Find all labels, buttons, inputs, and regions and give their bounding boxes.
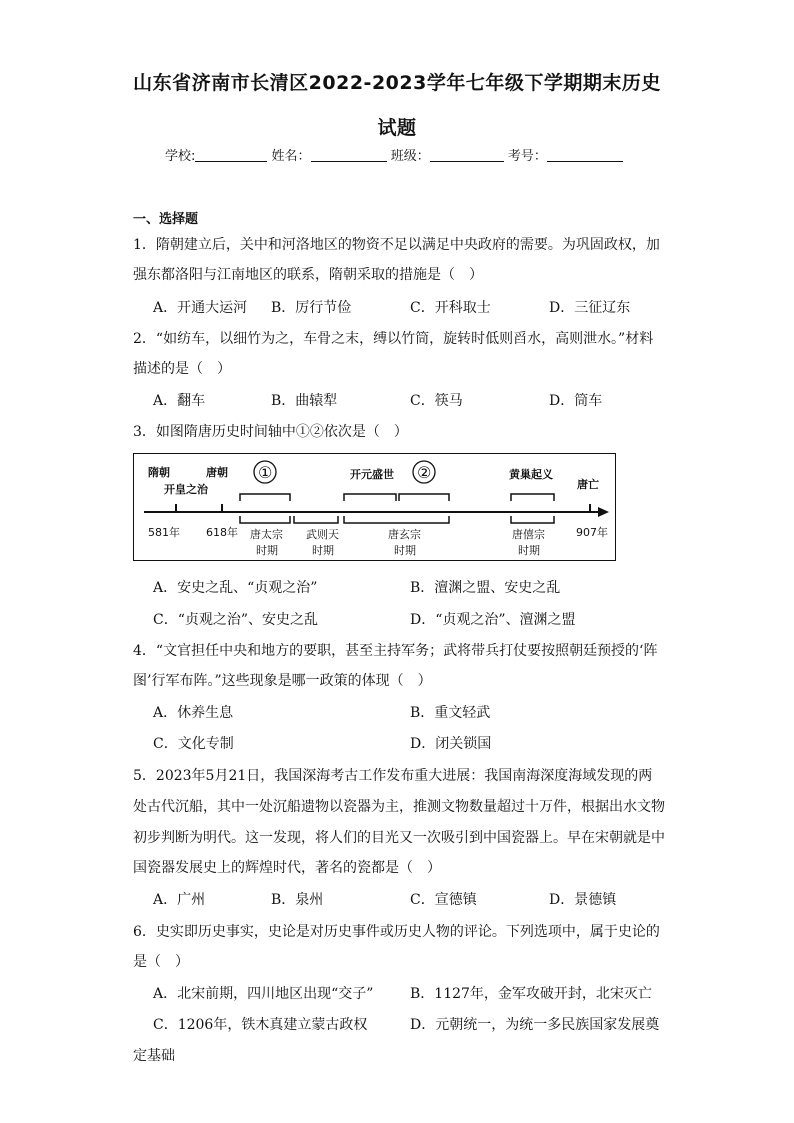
timeline-arrow-icon [598, 507, 609, 517]
bracket-huangchao-top [511, 494, 554, 501]
bracket-xizong-bottom [511, 516, 554, 523]
class-label: 班级： [390, 149, 430, 164]
name-field[interactable] [311, 147, 387, 162]
q5-option-d[interactable]: D．景德镇 [549, 892, 617, 908]
label-xuanzong: 唐玄宗 [388, 528, 421, 541]
q5-option-a[interactable]: A．广州 [153, 892, 206, 908]
question-3-line-1: 3．如图隋唐历史时间轴中①②依次是（ ） [133, 424, 408, 440]
q6-option-d-continued: 定基础 [133, 1048, 175, 1064]
q1-option-c[interactable]: C．开科取士 [410, 300, 491, 316]
label-kaihuang: 开皇之治 [164, 483, 208, 496]
label-huangchao: 黄巢起义 [509, 468, 553, 481]
label-tang: 唐朝 [206, 466, 228, 479]
exam-number-label: 考号： [507, 149, 547, 164]
exam-title-line2: 试题 [377, 117, 417, 139]
question-2-line-1: 2．“如纺车，以细竹为之，车骨之末，缚以竹筒，旋转时低则舀水，高则泄水。”材料 [133, 331, 654, 347]
label-xizong: 唐僖宗 [512, 528, 545, 541]
section-title: 一、选择题 [133, 212, 199, 227]
question-6-line-2: 是（ ） [133, 954, 189, 970]
bracket-2-top [399, 494, 449, 501]
q3-option-a[interactable]: A．安史之乱、“贞观之治” [153, 580, 318, 596]
question-1-line-1: 1．隋朝建立后，关中和河洛地区的物资不足以满足中央政府的需要。为巩固政权，加 [133, 237, 660, 253]
label-xizong-period: 时期 [518, 544, 540, 557]
student-info [165, 145, 623, 164]
question-5-line-3: 初步判断为明代。这一发现，将人们的目光又一次吸引到中国瓷器上。早在宋朝就是中 [133, 830, 665, 846]
label-tang-end: 唐亡 [577, 478, 599, 491]
q6-option-b[interactable]: B．1127年，金军攻破开封，北宋灭亡 [410, 986, 652, 1002]
q2-option-a[interactable]: A．翻车 [153, 393, 206, 409]
label-taizong-period: 时期 [256, 544, 278, 557]
label-xuanzong-period: 时期 [394, 544, 416, 557]
question-6-line-1: 6．史实即历史事实，史论是对历史事件或历史人物的评论。下列选项中，属于史论的 [133, 924, 660, 940]
q3-option-c[interactable]: C．“贞观之治”、安史之乱 [153, 612, 319, 628]
q4-option-a[interactable]: A．休养生息 [153, 705, 234, 721]
bracket-1-bottom [240, 516, 290, 523]
q6-option-c[interactable]: C．1206年，铁木真建立蒙古政权 [153, 1017, 368, 1033]
bracket-kaiyuan-top [344, 494, 396, 501]
bracket-wu-bottom [294, 516, 338, 523]
bracket-1-top [240, 494, 290, 501]
bracket-xuanzong-bottom [344, 516, 449, 523]
school-field[interactable] [195, 147, 267, 162]
q2-option-d[interactable]: D．筒车 [549, 393, 603, 409]
label-kaiyuan: 开元盛世 [350, 468, 394, 481]
q1-option-b[interactable]: B．厉行节俭 [271, 300, 352, 316]
question-5-line-4: 国瓷器发展史上的辉煌时代，著名的瓷都是（ ） [133, 860, 441, 876]
question-5-line-1: 5．2023年5月21日，我国深海考古工作发布重大进展：我国南海深度海域发现的两 [133, 768, 653, 784]
question-2-line-2: 描述的是（ ） [133, 361, 231, 377]
question-5-line-2: 处古代沉船，其中一处沉船遗物以瓷器为主，推测文物数量超过十万件，根据出水文物 [133, 799, 665, 815]
q2-option-b[interactable]: B．曲辕犁 [271, 393, 338, 409]
q6-option-d[interactable]: D．元朝统一，为统一多民族国家发展奠 [410, 1017, 660, 1033]
class-field[interactable] [430, 147, 504, 162]
school-label: 学校: [165, 149, 196, 164]
q5-option-b[interactable]: B．泉州 [271, 892, 324, 908]
label-marker-2: ② [417, 463, 432, 482]
q4-option-c[interactable]: C．文化专制 [153, 736, 234, 752]
label-618: 618年 [206, 526, 238, 539]
question-1-line-2: 强东都洛阳与江南地区的联系，隋朝采取的措施是（ ） [133, 267, 483, 283]
q4-option-d[interactable]: D．闭关锁国 [410, 736, 492, 752]
timeline-svg [134, 454, 617, 562]
label-marker-1: ① [258, 463, 273, 482]
label-581: 581年 [148, 526, 180, 539]
q4-option-b[interactable]: B．重文轻武 [410, 705, 491, 721]
question-4-line-2: 图’行军布阵。”这些现象是哪一政策的体现（ ） [133, 673, 432, 689]
q3-option-d[interactable]: D．“贞观之治”、澶渊之盟 [410, 612, 576, 628]
q3-option-b[interactable]: B．澶渊之盟、安史之乱 [410, 580, 561, 596]
name-label: 姓名： [271, 149, 311, 164]
exam-number-field[interactable] [547, 147, 623, 162]
q5-option-c[interactable]: C．宣德镇 [410, 892, 477, 908]
label-taizong: 唐太宗 [250, 528, 283, 541]
sui-tang-timeline [133, 453, 616, 561]
label-wuzetian: 武则天 [306, 528, 339, 541]
label-wuzetian-period: 时期 [312, 544, 334, 557]
label-sui: 隋朝 [148, 466, 170, 479]
q1-option-d[interactable]: D．三征辽东 [549, 300, 631, 316]
q2-option-c[interactable]: C．筷马 [410, 393, 463, 409]
q6-option-a[interactable]: A．北宋前期，四川地区出现“交子” [153, 986, 374, 1002]
exam-title-line1: 山东省济南市长清区2022-2023学年七年级下学期期末历史 [133, 72, 661, 94]
question-4-line-1: 4．“文官担任中央和地方的要职，甚至主持军务；武将带兵打仗要按照朝廷预授的‘阵 [133, 643, 658, 659]
q1-option-a[interactable]: A．开通大运河 [153, 300, 248, 316]
label-907: 907年 [576, 526, 608, 539]
